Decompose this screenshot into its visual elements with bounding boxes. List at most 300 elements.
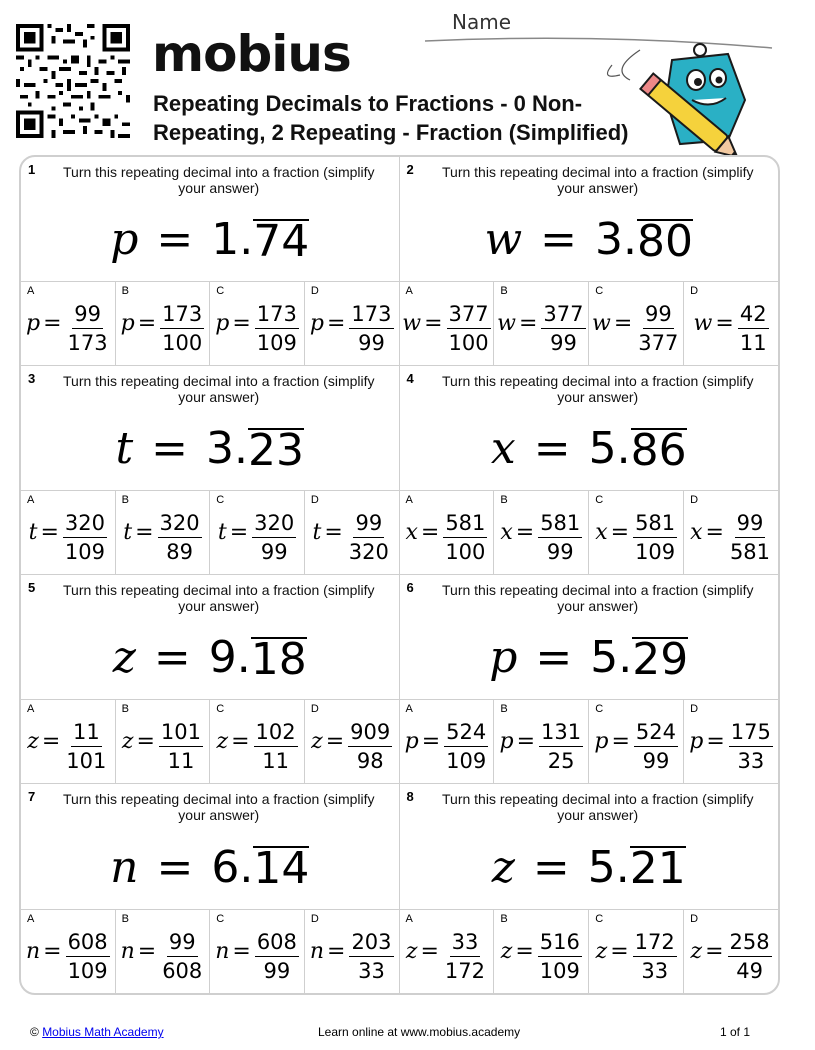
fraction <box>541 300 585 357</box>
choice-letter: A <box>27 285 35 297</box>
fraction <box>349 928 393 985</box>
problem-card <box>21 366 400 575</box>
equals-sign: = <box>232 311 251 336</box>
denominator: 25 <box>547 749 575 773</box>
choice-d[interactable] <box>684 491 778 574</box>
problem-equation <box>21 199 399 281</box>
problem-number: 2 <box>406 162 414 177</box>
problem-equation <box>400 199 779 281</box>
choice-d[interactable] <box>684 910 778 993</box>
problem-card <box>400 157 779 366</box>
fraction <box>443 509 487 566</box>
answer-choices <box>400 699 779 783</box>
problem-number: 3 <box>28 371 36 386</box>
choice-b[interactable] <box>494 491 589 574</box>
choice-variable: p <box>689 729 704 754</box>
equals-sign: = <box>135 520 154 545</box>
choice-d[interactable] <box>305 282 399 365</box>
choice-letter: B <box>121 494 129 506</box>
problem-number: 1 <box>28 162 36 177</box>
equation-variable: z <box>491 841 515 893</box>
numerator: 173 <box>349 300 393 329</box>
choice-variable: n <box>25 939 41 964</box>
problem-equation <box>21 826 399 909</box>
fraction <box>66 300 110 357</box>
denominator: 377 <box>638 331 679 355</box>
problem-equation <box>21 408 399 490</box>
choice-b[interactable] <box>116 491 211 574</box>
answer-choices <box>21 909 399 993</box>
equals-sign: = <box>610 520 630 545</box>
choice-b[interactable] <box>494 282 589 365</box>
numerator: 131 <box>539 718 583 747</box>
copyright <box>30 1025 164 1039</box>
qr-code <box>16 24 130 138</box>
denominator: 89 <box>166 540 193 564</box>
choice-variable: z <box>27 729 39 754</box>
choice-variable: x <box>595 520 608 545</box>
choice-variable: z <box>595 939 608 964</box>
choice-letter: C <box>216 494 225 506</box>
equals-sign: = <box>40 520 59 545</box>
denominator: 11 <box>167 749 195 773</box>
choice-letter: B <box>500 285 508 297</box>
fraction <box>738 300 769 357</box>
problem-number: 4 <box>406 371 414 386</box>
choice-c[interactable] <box>589 491 684 574</box>
denominator: 99 <box>546 540 574 564</box>
choice-variable: t <box>28 520 38 545</box>
decimal-whole: 5. <box>588 423 631 474</box>
denominator: 172 <box>444 959 485 983</box>
denominator: 99 <box>550 331 577 355</box>
equals-sign: = <box>610 939 629 964</box>
problem-equation <box>21 617 399 699</box>
learn-online-text: Learn online at www.mobius.academy <box>318 1025 521 1039</box>
repeating-digits: 86 <box>630 424 687 476</box>
decimal-whole: 9. <box>208 632 251 683</box>
equals-sign: = <box>43 311 62 336</box>
choice-letter: B <box>121 703 129 715</box>
problem-equation <box>400 617 779 699</box>
equals-sign: = <box>532 841 570 893</box>
problem-card <box>400 575 779 784</box>
choice-d[interactable] <box>305 491 399 574</box>
denominator: 581 <box>729 540 771 564</box>
denominator: 109 <box>67 959 108 983</box>
choice-a[interactable] <box>400 700 495 783</box>
decimal-whole: 5. <box>590 632 633 683</box>
equals-sign: = <box>136 729 155 754</box>
choice-letter: C <box>595 913 604 925</box>
choice-c[interactable] <box>589 700 684 783</box>
numerator: 42 <box>738 300 769 329</box>
equals-sign: = <box>43 939 62 964</box>
worksheet <box>19 155 780 995</box>
choice-variable: t <box>217 520 227 545</box>
numerator: 102 <box>254 718 298 747</box>
problem-card <box>21 784 400 993</box>
fraction <box>634 718 678 775</box>
choice-variable: w <box>693 311 713 336</box>
repeating-digits: 29 <box>632 633 689 685</box>
choice-b[interactable] <box>494 700 589 783</box>
fraction <box>538 928 582 985</box>
fraction <box>633 509 677 566</box>
choice-variable: n <box>120 939 135 964</box>
numerator: 258 <box>728 928 772 957</box>
problem-card <box>400 366 779 575</box>
numerator: 173 <box>160 300 204 329</box>
academy-link[interactable]: Mobius Math Academy <box>42 1025 164 1039</box>
equals-sign: = <box>518 311 538 336</box>
choice-variable: w <box>402 311 422 336</box>
decimal-whole: 5. <box>587 841 630 893</box>
choice-letter: A <box>405 285 413 297</box>
equals-sign: = <box>324 520 343 545</box>
equation-variable: n <box>110 841 139 893</box>
numerator: 581 <box>443 509 487 538</box>
choice-letter: C <box>216 913 225 925</box>
fraction <box>443 928 487 985</box>
choice-letter: B <box>500 494 508 506</box>
equals-sign: = <box>420 939 439 964</box>
problem-prompt: Turn this repeating decimal into a fraction (simplify your answer) <box>63 582 375 614</box>
choice-c[interactable] <box>589 910 684 993</box>
numerator: 608 <box>255 928 299 957</box>
problem-prompt: Turn this repeating decimal into a fraction (simplify your answer) <box>442 582 754 614</box>
numerator: 320 <box>158 509 202 538</box>
problem-prompt: Turn this repeating decimal into a fraction (simplify your answer) <box>63 164 375 196</box>
choice-c[interactable] <box>210 910 305 993</box>
equals-sign: = <box>705 520 724 545</box>
equals-sign: = <box>153 632 191 683</box>
equation-variable: p <box>489 632 518 683</box>
choice-letter: A <box>27 703 35 715</box>
answer-choices <box>21 490 399 574</box>
denominator: 99 <box>642 749 670 773</box>
fraction <box>636 300 680 357</box>
choice-letter: C <box>595 285 604 297</box>
problem-prompt: Turn this repeating decimal into a fraction (simplify your answer) <box>63 373 375 405</box>
choice-b[interactable] <box>116 910 211 993</box>
choice-d[interactable] <box>305 910 399 993</box>
choice-letter: A <box>405 703 413 715</box>
fraction <box>158 509 202 566</box>
choice-a[interactable] <box>21 910 116 993</box>
equals-sign: = <box>516 729 536 754</box>
equals-sign: = <box>706 729 725 754</box>
decimal-whole: 3. <box>206 423 249 474</box>
choice-letter: C <box>595 703 604 715</box>
choice-c[interactable] <box>210 700 305 783</box>
numerator: 33 <box>450 928 481 957</box>
choice-letter: B <box>500 913 508 925</box>
decimal-whole: 3. <box>595 214 638 265</box>
fraction <box>255 300 299 357</box>
problem-card <box>21 157 400 366</box>
fraction <box>160 300 204 357</box>
problem-number: 8 <box>406 789 414 804</box>
repeating-digits: 23 <box>248 424 305 476</box>
choice-variable: p <box>120 311 135 336</box>
equals-sign: = <box>156 841 194 893</box>
choice-letter: C <box>216 703 225 715</box>
denominator: 109 <box>539 959 580 983</box>
numerator: 524 <box>634 718 678 747</box>
numerator: 173 <box>255 300 299 329</box>
choice-letter: A <box>405 913 413 925</box>
numerator: 377 <box>447 300 491 329</box>
denominator: 99 <box>358 331 385 355</box>
fraction <box>159 718 203 775</box>
problem-card <box>21 575 400 784</box>
denominator: 100 <box>162 331 203 355</box>
equals-sign: = <box>613 311 633 336</box>
answer-choices <box>400 909 779 993</box>
equals-sign: = <box>229 520 249 545</box>
numerator: 99 <box>72 300 103 329</box>
fraction <box>444 718 488 775</box>
choice-letter: D <box>690 913 699 925</box>
equals-sign: = <box>421 729 441 754</box>
choice-variable: p <box>594 729 609 754</box>
fraction <box>254 718 298 775</box>
denominator: 100 <box>448 331 489 355</box>
problem-prompt: Turn this repeating decimal into a fraction (simplify your answer) <box>63 791 375 823</box>
choice-a[interactable] <box>400 910 495 993</box>
denominator: 101 <box>66 749 107 773</box>
equals-sign: = <box>535 632 573 683</box>
choice-letter: D <box>310 285 319 297</box>
problem-prompt: Turn this repeating decimal into a fraction (simplify your answer) <box>442 164 754 196</box>
problem-equation <box>400 826 779 909</box>
worksheet-title: Repeating Decimals to Fractions - 0 Non-Repeating, 2 Repeating - Fraction (Simplified) <box>153 91 629 145</box>
problem-number: 6 <box>406 580 414 595</box>
choice-a[interactable] <box>21 491 116 574</box>
repeating-digits: 14 <box>253 843 310 894</box>
choice-a[interactable] <box>21 700 116 783</box>
numerator: 909 <box>348 718 392 747</box>
answer-choices <box>21 281 399 365</box>
choice-variable: z <box>405 939 418 964</box>
choice-variable: t <box>312 520 322 545</box>
fraction <box>539 718 583 775</box>
numerator: 320 <box>63 509 107 538</box>
choice-letter: B <box>121 285 129 297</box>
problem-prompt: Turn this repeating decimal into a fraction (simplify your answer) <box>442 373 754 405</box>
logo-text: mobius <box>152 25 351 83</box>
choice-letter: D <box>690 494 699 506</box>
choice-variable: x <box>405 520 418 545</box>
numerator: 320 <box>252 509 296 538</box>
equals-sign: = <box>232 939 251 964</box>
denominator: 11 <box>739 331 767 355</box>
choice-letter: A <box>27 494 35 506</box>
choice-variable: z <box>500 939 513 964</box>
numerator: 172 <box>633 928 677 957</box>
choice-variable: x <box>500 520 513 545</box>
fraction <box>66 928 110 985</box>
denominator: 49 <box>736 959 763 983</box>
fraction <box>728 928 772 985</box>
equation-variable: z <box>112 632 136 683</box>
denominator: 109 <box>64 540 105 564</box>
choice-letter: D <box>690 285 699 297</box>
numerator: 99 <box>643 300 674 329</box>
equation-variable: x <box>490 423 516 474</box>
choice-letter: A <box>27 913 35 925</box>
choice-c[interactable] <box>210 282 305 365</box>
choice-variable: p <box>215 311 230 336</box>
choice-a[interactable] <box>21 282 116 365</box>
mascot-illustration <box>600 40 760 160</box>
answer-choices <box>21 699 399 783</box>
fraction <box>633 928 677 985</box>
choice-letter: C <box>595 494 604 506</box>
equals-sign: = <box>540 214 578 265</box>
answer-choices <box>400 490 779 574</box>
mobius-logo <box>152 24 351 84</box>
denominator: 33 <box>737 749 765 773</box>
equals-sign: = <box>515 939 534 964</box>
numerator: 524 <box>444 718 488 747</box>
numerator: 581 <box>538 509 582 538</box>
name-label: Name <box>452 10 512 34</box>
decimal-whole: 6. <box>211 841 254 893</box>
choice-variable: z <box>311 729 323 754</box>
numerator: 99 <box>167 928 198 957</box>
choice-variable: n <box>309 939 324 964</box>
numerator: 175 <box>729 718 773 747</box>
problem-number: 5 <box>28 580 36 595</box>
choice-b[interactable] <box>116 700 211 783</box>
denominator: 33 <box>358 959 385 983</box>
equals-sign: = <box>326 311 346 336</box>
equals-sign: = <box>715 311 734 336</box>
equals-sign: = <box>151 423 189 474</box>
denominator: 109 <box>635 540 676 564</box>
choice-variable: z <box>121 729 134 754</box>
fraction <box>252 509 296 566</box>
choice-variable: p <box>499 729 514 754</box>
choice-variable: t <box>123 520 133 545</box>
choice-letter: B <box>500 703 508 715</box>
equals-sign: = <box>533 423 571 474</box>
denominator: 173 <box>67 331 108 355</box>
choice-d[interactable] <box>684 282 778 365</box>
numerator: 581 <box>633 509 677 538</box>
copyright-symbol: © <box>30 1025 39 1039</box>
choice-b[interactable] <box>116 282 211 365</box>
numerator: 11 <box>71 718 102 747</box>
equals-sign: = <box>327 939 346 964</box>
fraction <box>63 509 107 566</box>
equation-variable: w <box>484 214 523 265</box>
choice-letter: D <box>310 494 319 506</box>
choice-variable: z <box>216 729 229 754</box>
choice-variable: z <box>690 939 703 964</box>
choice-c[interactable] <box>589 282 684 365</box>
denominator: 98 <box>356 749 384 773</box>
fraction <box>538 509 582 566</box>
denominator: 608 <box>162 959 203 983</box>
fraction <box>729 718 773 775</box>
fraction <box>349 300 393 357</box>
equals-sign: = <box>424 311 443 336</box>
choice-variable: x <box>690 520 703 545</box>
equation-variable: t <box>115 423 134 474</box>
choice-d[interactable] <box>684 700 778 783</box>
equals-sign: = <box>420 520 440 545</box>
choice-letter: D <box>310 913 319 925</box>
page-number: 1 of 1 <box>720 1025 751 1039</box>
equals-sign: = <box>611 729 630 754</box>
repeating-digits: 80 <box>637 215 694 267</box>
problem-grid <box>21 157 778 993</box>
choice-d[interactable] <box>305 700 399 783</box>
equals-sign: = <box>137 311 157 336</box>
fraction <box>348 718 392 775</box>
choice-letter: A <box>405 494 413 506</box>
choice-letter: D <box>690 703 699 715</box>
equals-sign: = <box>156 214 194 265</box>
repeating-digits: 21 <box>629 843 686 894</box>
problem-prompt: Turn this repeating decimal into a fraction (simplify your answer) <box>442 791 754 823</box>
equals-sign: = <box>705 939 724 964</box>
equals-sign: = <box>137 939 157 964</box>
denominator: 11 <box>262 749 289 773</box>
fraction <box>64 718 108 775</box>
denominator: 109 <box>256 331 297 355</box>
choice-variable: w <box>497 311 516 336</box>
choice-a[interactable] <box>400 491 495 574</box>
choice-b[interactable] <box>494 910 589 993</box>
choice-variable: p <box>26 311 41 336</box>
denominator: 99 <box>260 540 288 564</box>
decimal-whole: 1. <box>211 214 254 265</box>
choice-c[interactable] <box>210 491 305 574</box>
problem-equation <box>400 408 779 490</box>
choice-variable: w <box>592 311 611 336</box>
problem-number: 7 <box>28 789 36 804</box>
denominator: 320 <box>348 540 389 564</box>
answer-choices <box>400 281 779 365</box>
denominator: 99 <box>263 959 291 983</box>
equals-sign: = <box>515 520 535 545</box>
problem-card <box>400 784 779 993</box>
equals-sign: = <box>41 729 61 754</box>
fraction <box>728 509 772 566</box>
numerator: 608 <box>66 928 110 957</box>
fraction <box>160 928 204 985</box>
numerator: 101 <box>159 718 203 747</box>
choice-variable: n <box>215 939 230 964</box>
denominator: 33 <box>641 959 669 983</box>
numerator: 377 <box>541 300 585 329</box>
fraction <box>255 928 299 985</box>
numerator: 203 <box>349 928 393 957</box>
equals-sign: = <box>231 729 250 754</box>
numerator: 516 <box>538 928 582 957</box>
numerator: 99 <box>353 509 384 538</box>
choice-letter: C <box>216 285 225 297</box>
repeating-digits: 74 <box>253 215 310 267</box>
choice-a[interactable] <box>400 282 495 365</box>
fraction <box>347 509 391 566</box>
choice-variable: p <box>309 311 324 336</box>
equation-variable: p <box>110 214 139 265</box>
